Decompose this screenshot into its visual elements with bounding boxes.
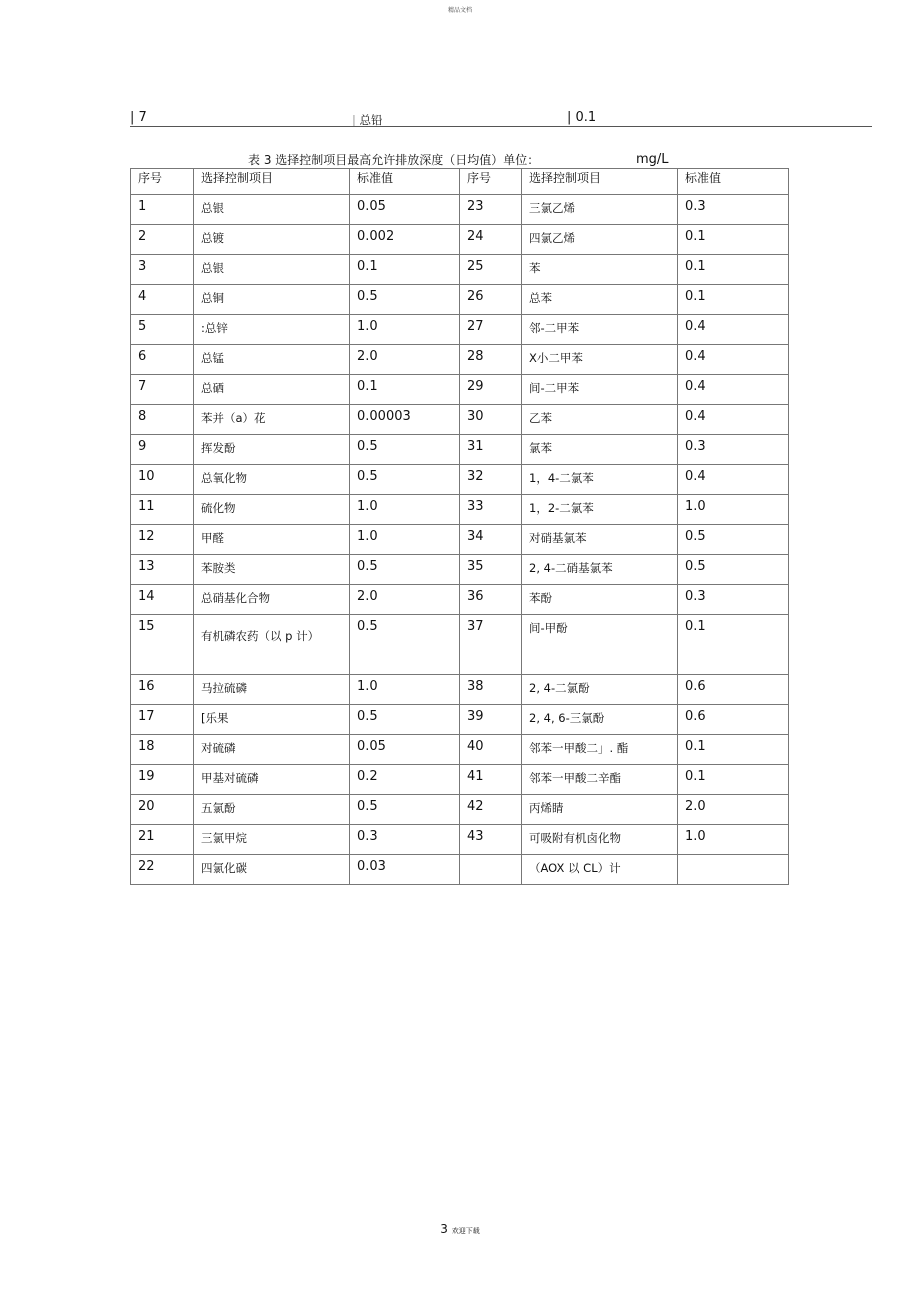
header-mark: 精品文档 [447, 7, 472, 14]
row-number: 29 [460, 375, 522, 405]
row-number: 13 [131, 555, 194, 585]
row-number: 5 [131, 315, 194, 345]
row-number: 33 [460, 495, 522, 525]
standard-value: 0.2 [350, 765, 460, 795]
standard-value: 0.4 [678, 375, 789, 405]
standard-value: 0.5 [350, 705, 460, 735]
column-header: 选择控制项目 [194, 169, 350, 195]
item-name: 四氯化碳 [194, 855, 350, 885]
row-number: 20 [131, 795, 194, 825]
standards-table [130, 168, 789, 885]
standard-value: 0.05 [350, 735, 460, 765]
row-number: 16 [131, 675, 194, 705]
item-name: 总镀 [194, 225, 350, 255]
standard-value: 0.1 [678, 615, 789, 675]
item-name: 间-甲酚 [522, 615, 678, 675]
table-row [131, 375, 789, 405]
item-name: 邻苯一甲酸二辛酯 [522, 765, 678, 795]
standard-value: 0.6 [678, 705, 789, 735]
row-number: 3 [131, 255, 194, 285]
row-number: 37 [460, 615, 522, 675]
column-header: 序号 [460, 169, 522, 195]
table-row [131, 705, 789, 735]
row-number: 25 [460, 255, 522, 285]
standard-value: 1.0 [678, 495, 789, 525]
item-name: 苯胺类 [194, 555, 350, 585]
item-name: 可吸附有机卤化物 [522, 825, 678, 855]
standard-value: 0.5 [350, 285, 460, 315]
item-name: 2, 4-二硝基氯苯 [522, 555, 678, 585]
table-unit: mg/L [636, 152, 669, 167]
row-number: 28 [460, 345, 522, 375]
item-name: 总铜 [194, 285, 350, 315]
standard-value: 0.1 [678, 735, 789, 765]
row-number: 8 [131, 405, 194, 435]
table-row [131, 285, 789, 315]
standard-value: 2.0 [350, 345, 460, 375]
standard-value [678, 855, 789, 885]
standard-value: 2.0 [678, 795, 789, 825]
page-footer [0, 1222, 920, 1236]
row-number: 18 [131, 735, 194, 765]
table-row [131, 765, 789, 795]
item-name: 硫化物 [194, 495, 350, 525]
row-number: 21 [131, 825, 194, 855]
row-number: 34 [460, 525, 522, 555]
row-number: 42 [460, 795, 522, 825]
item-name: 三氯甲烷 [194, 825, 350, 855]
standard-value: 0.1 [678, 225, 789, 255]
item-name: 乙苯 [522, 405, 678, 435]
standard-value: 0.3 [678, 585, 789, 615]
row-number: 19 [131, 765, 194, 795]
item-name: 五氯酚 [194, 795, 350, 825]
standard-value: 0.3 [678, 195, 789, 225]
table-row [131, 195, 789, 225]
standard-value: 0.1 [678, 285, 789, 315]
row-number: 22 [131, 855, 194, 885]
row-number: 41 [460, 765, 522, 795]
row-number [460, 855, 522, 885]
item-name: 总苯 [522, 285, 678, 315]
row-number: 7 [131, 375, 194, 405]
table-row [131, 465, 789, 495]
item-name: 2, 4, 6-三氯酚 [522, 705, 678, 735]
item-name: 丙烯睛 [522, 795, 678, 825]
standard-value: 0.4 [678, 465, 789, 495]
row-number: 35 [460, 555, 522, 585]
table-row [131, 555, 789, 585]
standard-value: 0.3 [350, 825, 460, 855]
standard-value: 0.1 [678, 765, 789, 795]
column-header: 标准值 [678, 169, 789, 195]
row-number: 26 [460, 285, 522, 315]
standard-value: 0.4 [678, 315, 789, 345]
row-number: 38 [460, 675, 522, 705]
row-number: 32 [460, 465, 522, 495]
column-header: 标准值 [350, 169, 460, 195]
standard-value: 1.0 [350, 675, 460, 705]
standard-value: 0.5 [678, 525, 789, 555]
standard-value: 0.1 [350, 375, 460, 405]
row-number: 4 [131, 285, 194, 315]
row-number: 2 [131, 225, 194, 255]
table-row [131, 345, 789, 375]
standard-value: 0.5 [350, 795, 460, 825]
standard-value: 0.5 [350, 465, 460, 495]
table-caption: 表 3 选择控制项目最高允许排放深度（日均值）单位： [248, 153, 540, 167]
item-name: [乐果 [194, 705, 350, 735]
table-row [131, 435, 789, 465]
item-name: 有机磷农药（以 p 计） [194, 615, 350, 675]
item-name: 总锰 [194, 345, 350, 375]
standard-value: 0.5 [678, 555, 789, 585]
standard-value: 0.03 [350, 855, 460, 885]
standard-value: 0.05 [350, 195, 460, 225]
standard-value: 0.4 [678, 345, 789, 375]
standard-value: 1.0 [350, 525, 460, 555]
item-name: 苯并（a）花 [194, 405, 350, 435]
row-number: 27 [460, 315, 522, 345]
standard-value: 0.002 [350, 225, 460, 255]
row-number: 11 [131, 495, 194, 525]
standard-value: 1.0 [350, 315, 460, 345]
table-header-row [131, 169, 789, 195]
row-number: 10 [131, 465, 194, 495]
table-row [131, 675, 789, 705]
row-number: 40 [460, 735, 522, 765]
table-row [131, 735, 789, 765]
column-header: 选择控制项目 [522, 169, 678, 195]
row-number: 17 [131, 705, 194, 735]
table-row [131, 585, 789, 615]
table-row [131, 525, 789, 555]
item-name: :总锌 [194, 315, 350, 345]
standard-value: 1.0 [678, 825, 789, 855]
row-number: 6 [131, 345, 194, 375]
item-name: 总银 [194, 195, 350, 225]
footer-note: 欢迎下载 [451, 1227, 480, 1235]
standard-value: 2.0 [350, 585, 460, 615]
standard-value: 0.4 [678, 405, 789, 435]
item-name: 苯 [522, 255, 678, 285]
item-name: 四氯乙烯 [522, 225, 678, 255]
item-name: 1，2-二氯苯 [522, 495, 678, 525]
standard-value: 0.3 [678, 435, 789, 465]
table-row [131, 405, 789, 435]
table-row [131, 315, 789, 345]
standard-value: 0.1 [678, 255, 789, 285]
item-name: （AOX 以 CL）计 [522, 855, 678, 885]
item-name: 甲醛 [194, 525, 350, 555]
table-row [131, 825, 789, 855]
table-row [131, 615, 789, 675]
previous-row-item: | 总铅 [352, 113, 383, 127]
row-number: 15 [131, 615, 194, 675]
row-number: 23 [460, 195, 522, 225]
row-number: 12 [131, 525, 194, 555]
item-name: 总硒 [194, 375, 350, 405]
item-name: 挥发酚 [194, 435, 350, 465]
row-number: 43 [460, 825, 522, 855]
item-name: 三氯乙烯 [522, 195, 678, 225]
standard-value: 0.5 [350, 555, 460, 585]
item-name: 总硝基化合物 [194, 585, 350, 615]
item-name: 2, 4-二氯酚 [522, 675, 678, 705]
item-name: 总氧化物 [194, 465, 350, 495]
previous-row-value: | 0.1 [567, 110, 597, 125]
table-row [131, 855, 789, 885]
row-number: 30 [460, 405, 522, 435]
row-number: 14 [131, 585, 194, 615]
standard-value: 0.1 [350, 255, 460, 285]
item-name: 甲基对硫磷 [194, 765, 350, 795]
row-number: 39 [460, 705, 522, 735]
table-row [131, 255, 789, 285]
standard-value: 0.5 [350, 435, 460, 465]
row-number: 31 [460, 435, 522, 465]
standard-value: 0.5 [350, 615, 460, 675]
item-name: 对硝基氯苯 [522, 525, 678, 555]
page-number: 3 [440, 1222, 448, 1236]
item-name: 苯酚 [522, 585, 678, 615]
table-row [131, 225, 789, 255]
item-name: 氯苯 [522, 435, 678, 465]
row-number: 36 [460, 585, 522, 615]
row-number: 24 [460, 225, 522, 255]
standard-value: 1.0 [350, 495, 460, 525]
item-name: 马拉硫磷 [194, 675, 350, 705]
item-name: X小二甲苯 [522, 345, 678, 375]
item-name: 间-二甲苯 [522, 375, 678, 405]
table-row [131, 795, 789, 825]
table-row [131, 495, 789, 525]
previous-row-rule [130, 126, 872, 127]
item-name: 总银 [194, 255, 350, 285]
standard-value: 0.00003 [350, 405, 460, 435]
item-name: 1，4-二氯苯 [522, 465, 678, 495]
item-name: 邻-二甲苯 [522, 315, 678, 345]
previous-row-number: | 7 [130, 110, 147, 125]
item-name: 邻苯一甲酸二」. 酯 [522, 735, 678, 765]
column-header: 序号 [131, 169, 194, 195]
standard-value: 0.6 [678, 675, 789, 705]
row-number: 1 [131, 195, 194, 225]
row-number: 9 [131, 435, 194, 465]
item-name: 对硫磷 [194, 735, 350, 765]
